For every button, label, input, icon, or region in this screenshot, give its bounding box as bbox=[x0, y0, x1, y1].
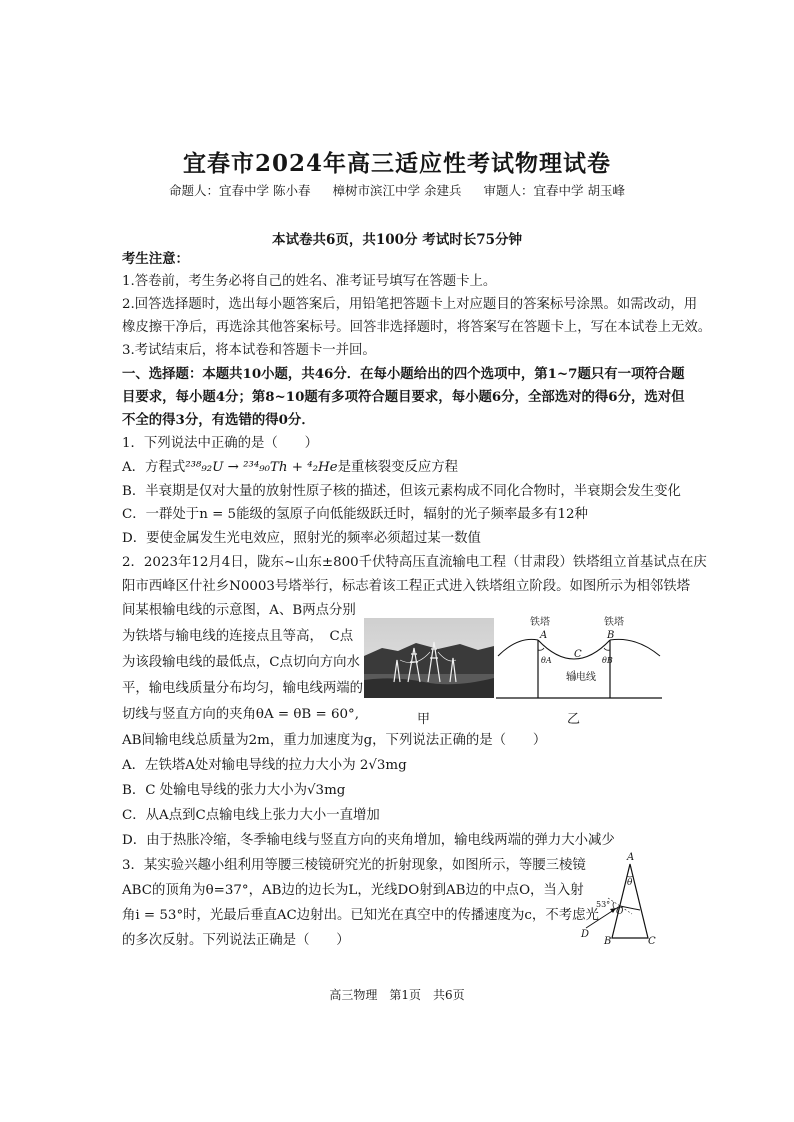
prism-a-label: A bbox=[627, 852, 635, 863]
q2-line-6: 平，输电线质量分布均匀，输电线两端的 bbox=[122, 681, 364, 696]
theta-b-label: θB bbox=[602, 656, 613, 665]
point-a-label: A bbox=[540, 630, 548, 641]
q3-line-1: 3．某实验兴趣小组利用等腰三棱镜研究光的折射现象，如图所示，等腰三棱镜 bbox=[122, 858, 586, 873]
q1-a-prefix: A．方程式 bbox=[122, 460, 186, 475]
q2-line-4: 为铁塔与输电线的连接点且等高， C点 bbox=[122, 629, 354, 644]
prism-theta-label: θ bbox=[627, 878, 633, 888]
q1-option-b: B．半衰期是仅对大量的放射性原子核的描述，但该元素构成不同化合物时，半衰期会发生变化 bbox=[122, 484, 681, 499]
notice-heading: 考生注意： bbox=[122, 251, 189, 267]
q2-option-b: B．C 处输电导线的张力大小为√3mg bbox=[122, 783, 346, 798]
q2-line-5: 为该段输电线的最低点，C点切向方向水 bbox=[122, 655, 360, 670]
exam-meta: 本试卷共6页，共100分 考试时长75分钟 bbox=[271, 232, 523, 248]
point-c-label: C bbox=[574, 649, 582, 660]
author-2: 樟树市滨江中学 余建兵 bbox=[332, 183, 462, 198]
authors-line bbox=[0, 181, 794, 199]
section-line-1: 一、选择题：本题共10小题，共46分．在每小题给出的四个选项中，第1~7题只有一项符合题 bbox=[122, 366, 685, 382]
q3-line-2: ABC的顶角为θ=37°，AB边的边长为L，光线DO射到AB边的中点O，当入射 bbox=[122, 883, 584, 898]
notice-line-1: 1.答卷前，考生务必将自己的姓名、准考证号填写在答题卡上。 bbox=[122, 274, 497, 289]
author-1: 命题人：宜春中学 陈小春 bbox=[169, 183, 311, 198]
q2-line-3: 间某根输电线的示意图，A、B两点分别 bbox=[122, 603, 356, 618]
q2-line-8: AB间输电线总质量为2m，重力加速度为g，下列说法正确的是（ ） bbox=[122, 733, 547, 748]
notice-line-4: 3.考试结束后，将本试卷和答题卡一并回。 bbox=[122, 343, 376, 358]
q3-line-4: 的多次反射。下列说法正确是（ ） bbox=[122, 933, 350, 948]
point-b-label: B bbox=[607, 630, 615, 641]
q1-option-a bbox=[122, 458, 458, 478]
tower-left-label: 铁塔 bbox=[530, 617, 550, 628]
q1-option-d: D．要使金属发生光电效应，照射光的频率必须超过某一数值 bbox=[122, 531, 481, 546]
section-line-2: 目要求，每小题4分；第8~10题有多项符合题目要求，每小题6分，全部选对的得6分，选对但 bbox=[122, 389, 685, 405]
incidence-angle-label: 53° bbox=[596, 900, 611, 909]
point-o-label: O bbox=[616, 907, 624, 917]
q2-line-7: 切线与竖直方向的夹角θA = θB = 60°, bbox=[122, 707, 359, 722]
q1-option-c: C．一群处于n = 5能级的氢原子向低能级跃迁时，辐射的光子频率最多有12种 bbox=[122, 507, 588, 522]
notice-line-3: 橡皮擦干净后，再选涂其他答案标号。回答非选择题时，将答案写在答题卡上，写在本试卷上无效。 bbox=[122, 320, 712, 335]
q1-stem: 1．下列说法中正确的是（ ） bbox=[122, 436, 318, 451]
line-label: 输电线 bbox=[566, 672, 596, 683]
q2-fig-yi-label: 乙 bbox=[567, 712, 581, 727]
q2-option-d: D．由于热胀冷缩，冬季输电线与竖直方向的夹角增加，输电线两端的弹力大小减少 bbox=[122, 833, 615, 848]
q2-line-2: 阳市西峰区什社乡N0003号塔举行，标志着该工程正式进入铁塔组立阶段。如图所示为相邻铁塔 bbox=[122, 579, 691, 594]
reviewer: 审题人：宜春中学 胡玉峰 bbox=[483, 183, 625, 198]
section-line-3: 不全的得3分，有选错的得0分． bbox=[122, 412, 315, 428]
q2-line-1: 2．2023年12月4日，陇东~山东±800千伏特高压直流输电工程（甘肃段）铁塔组立首基试点在庆 bbox=[122, 555, 707, 570]
prism-c-label: C bbox=[648, 936, 656, 947]
tower-right-label: 铁塔 bbox=[604, 617, 624, 628]
q1-a-equation: ²³⁸₉₂U → ²³⁴₉₀Th + ⁴₂He bbox=[185, 460, 338, 475]
notice-line-2: 2.回答选择题时，选出每小题答案后，用铅笔把答题卡上对应题目的答案标号涂黑。如需改动，用 bbox=[122, 297, 698, 312]
exam-title: 宜春市2024年高三适应性考试物理试卷 bbox=[182, 150, 611, 177]
page-footer: 高三物理 第1页 共6页 bbox=[329, 988, 465, 1002]
point-d-label: D bbox=[581, 929, 590, 940]
q2-photo-jia bbox=[364, 618, 494, 698]
q1-a-suffix: 是重核裂变反应方程 bbox=[337, 460, 459, 475]
q2-option-a: A．左铁塔A处对输电导线的拉力大小为 2√3mg bbox=[122, 758, 407, 773]
q2-fig-jia-label: 甲 bbox=[417, 712, 431, 727]
q2-option-c: C．从A点到C点输电线上张力大小一直增加 bbox=[122, 808, 380, 823]
theta-a-label: θA bbox=[541, 656, 552, 665]
q3-line-3: 角i = 53°时，光最后垂直AC边射出。已知光在真空中的传播速度为c，不考虑光 bbox=[122, 908, 599, 923]
prism-b-label: B bbox=[604, 936, 612, 947]
